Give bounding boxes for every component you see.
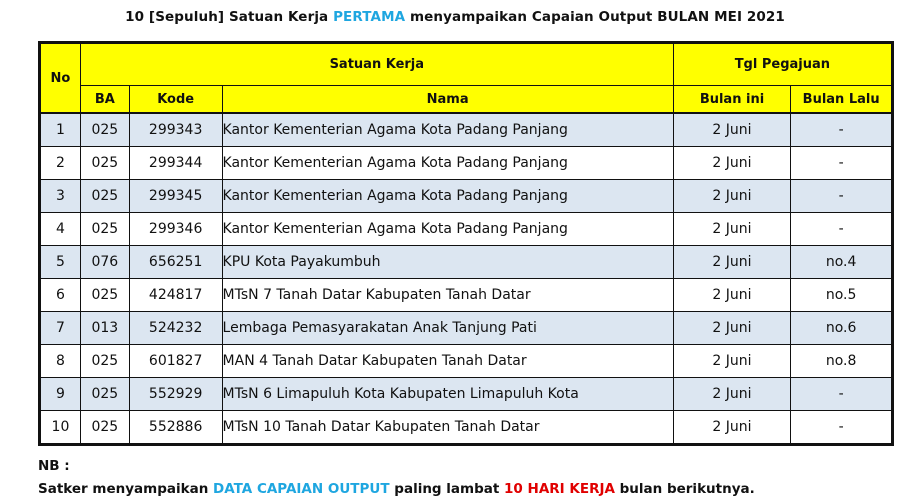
- header-ba: BA: [80, 86, 129, 114]
- cell-nama: Kantor Kementerian Agama Kota Padang Panjang: [222, 113, 673, 147]
- cell-ba: 076: [80, 246, 129, 279]
- note-suffix: bulan berikutnya.: [614, 481, 755, 497]
- cell-kode: 524232: [129, 312, 222, 345]
- note-red: 10 HARI KERJA: [504, 481, 615, 497]
- cell-bulan-ini: 2 Juni: [673, 378, 791, 411]
- cell-nama: Kantor Kementerian Agama Kota Padang Panjang: [222, 213, 673, 246]
- table-row: [40, 147, 893, 180]
- cell-bulan-ini: 2 Juni: [673, 411, 791, 445]
- cell-kode: 299344: [129, 147, 222, 180]
- cell-kode: 299346: [129, 213, 222, 246]
- cell-nama: MTsN 10 Tanah Datar Kabupaten Tanah Datar: [222, 411, 673, 445]
- page-title: [0, 9, 910, 25]
- header-nama: Nama: [222, 86, 673, 114]
- cell-kode: 552929: [129, 378, 222, 411]
- cell-bulan-lalu: -: [791, 113, 893, 147]
- cell-bulan-ini: 2 Juni: [673, 345, 791, 378]
- cell-bulan-lalu: no.5: [791, 279, 893, 312]
- cell-bulan-lalu: no.4: [791, 246, 893, 279]
- cell-no: 8: [40, 345, 81, 378]
- table-row: [40, 378, 893, 411]
- cell-bulan-ini: 2 Juni: [673, 113, 791, 147]
- title-highlight: PERTAMA: [333, 9, 406, 25]
- table-row: [40, 113, 893, 147]
- footer-note: [38, 481, 755, 497]
- cell-ba: 025: [80, 345, 129, 378]
- cell-nama: MTsN 6 Limapuluh Kota Kabupaten Limapuluh Kota: [222, 378, 673, 411]
- cell-ba: 025: [80, 180, 129, 213]
- header-kode: Kode: [129, 86, 222, 114]
- satker-table: [38, 41, 894, 446]
- cell-no: 10: [40, 411, 81, 445]
- cell-ba: 025: [80, 113, 129, 147]
- cell-nama: MTsN 7 Tanah Datar Kabupaten Tanah Datar: [222, 279, 673, 312]
- cell-nama: KPU Kota Payakumbuh: [222, 246, 673, 279]
- cell-nama: Lembaga Pemasyarakatan Anak Tanjung Pati: [222, 312, 673, 345]
- nb-label: NB :: [38, 458, 70, 474]
- table-row: [40, 312, 893, 345]
- cell-no: 5: [40, 246, 81, 279]
- cell-bulan-ini: 2 Juni: [673, 246, 791, 279]
- cell-ba: 025: [80, 213, 129, 246]
- cell-bulan-lalu: -: [791, 180, 893, 213]
- table-row: [40, 345, 893, 378]
- cell-ba: 025: [80, 411, 129, 445]
- cell-bulan-lalu: -: [791, 378, 893, 411]
- cell-bulan-ini: 2 Juni: [673, 180, 791, 213]
- cell-no: 4: [40, 213, 81, 246]
- cell-nama: MAN 4 Tanah Datar Kabupaten Tanah Datar: [222, 345, 673, 378]
- cell-bulan-ini: 2 Juni: [673, 279, 791, 312]
- cell-bulan-ini: 2 Juni: [673, 213, 791, 246]
- header-bulan-ini: Bulan ini: [673, 86, 791, 114]
- title-prefix: 10 [Sepuluh] Satuan Kerja: [125, 9, 334, 25]
- cell-no: 1: [40, 113, 81, 147]
- cell-bulan-ini: 2 Juni: [673, 147, 791, 180]
- cell-bulan-lalu: -: [791, 411, 893, 445]
- table-row: [40, 213, 893, 246]
- header-bulan-lalu: Bulan Lalu: [791, 86, 893, 114]
- cell-ba: 013: [80, 312, 129, 345]
- cell-kode: 601827: [129, 345, 222, 378]
- header-tgl-pengajuan: Tgl Pegajuan: [673, 43, 892, 86]
- table-row: [40, 180, 893, 213]
- cell-no: 9: [40, 378, 81, 411]
- title-suffix: menyampaikan Capaian Output BULAN MEI 2021: [405, 9, 785, 25]
- table-row: [40, 411, 893, 445]
- cell-ba: 025: [80, 147, 129, 180]
- cell-bulan-lalu: no.6: [791, 312, 893, 345]
- cell-no: 6: [40, 279, 81, 312]
- cell-bulan-lalu: no.8: [791, 345, 893, 378]
- cell-no: 2: [40, 147, 81, 180]
- cell-nama: Kantor Kementerian Agama Kota Padang Panjang: [222, 180, 673, 213]
- header-satuan-kerja: Satuan Kerja: [80, 43, 673, 86]
- note-middle: paling lambat: [389, 481, 505, 497]
- header-no: No: [40, 43, 81, 114]
- cell-no: 7: [40, 312, 81, 345]
- cell-nama: Kantor Kementerian Agama Kota Padang Panjang: [222, 147, 673, 180]
- cell-bulan-ini: 2 Juni: [673, 312, 791, 345]
- note-prefix: Satker menyampaikan: [38, 481, 214, 497]
- cell-kode: 424817: [129, 279, 222, 312]
- cell-kode: 299345: [129, 180, 222, 213]
- cell-kode: 656251: [129, 246, 222, 279]
- cell-no: 3: [40, 180, 81, 213]
- cell-bulan-lalu: -: [791, 147, 893, 180]
- table-row: [40, 246, 893, 279]
- table-row: [40, 279, 893, 312]
- cell-kode: 552886: [129, 411, 222, 445]
- cell-ba: 025: [80, 279, 129, 312]
- note-blue: DATA CAPAIAN OUTPUT: [213, 481, 390, 497]
- cell-bulan-lalu: -: [791, 213, 893, 246]
- cell-kode: 299343: [129, 113, 222, 147]
- cell-ba: 025: [80, 378, 129, 411]
